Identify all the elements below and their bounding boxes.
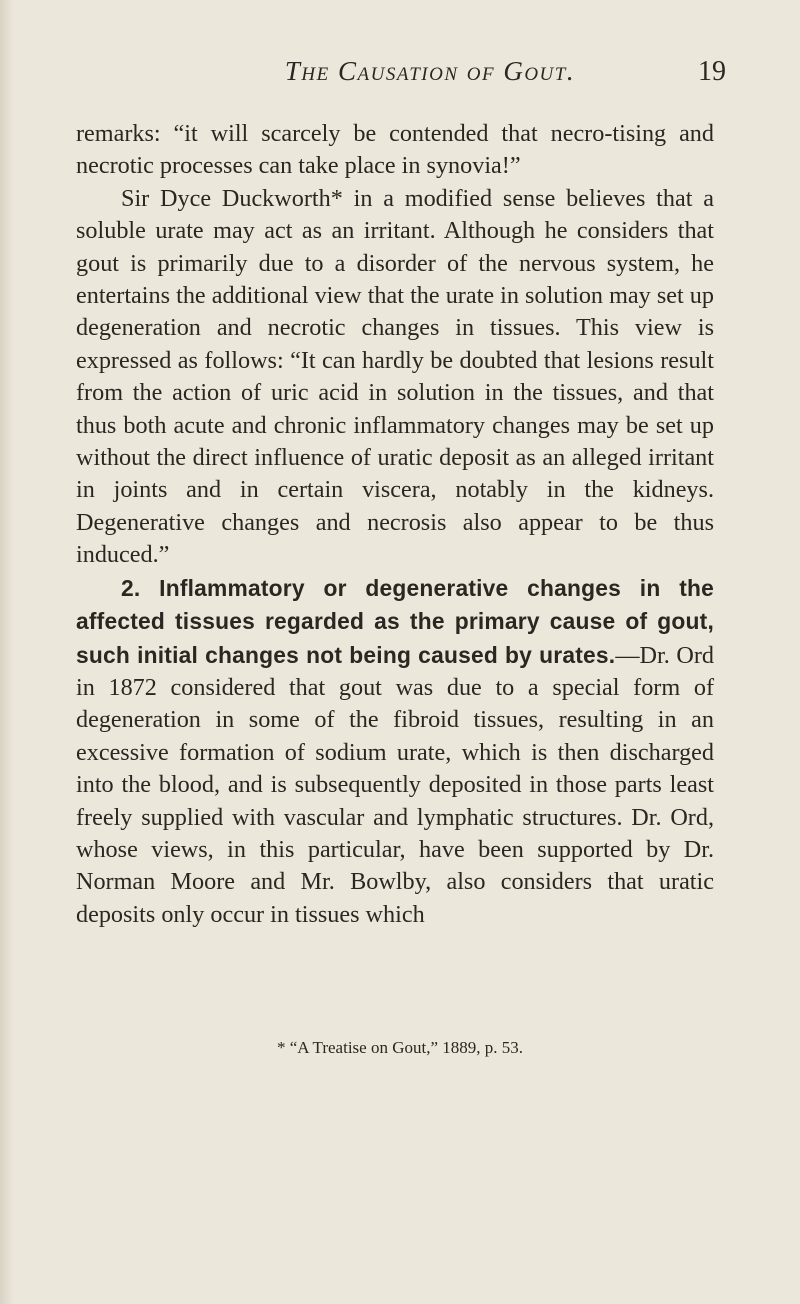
paragraph-3 — [76, 572, 714, 931]
section-text: —Dr. Ord in 1872 considered that gout was due to a special form of degeneration in some of the fibroid tissues, resulting in an excessive formation of sodium urate, which is then discharged into the blood, and is subsequently deposited in those parts least freely supplied with vascular and lymphatic structures. Dr. Ord, whose views, in this particular, have been supported by Dr. Norman Moore and Mr. Bowlby, also considers that uratic deposits only occur in tissues which — [76, 641, 714, 928]
paragraph-2: Sir Dyce Duckworth* in a modified sense believes that a soluble urate may act as an irritant. Although he considers that gout is primarily due to a disorder of the nervous system, he entertains the additional view that the urate in solution may set up degeneration and necrotic changes in tissues. This view is expressed as follows: “It can hardly be doubted that lesions result from the action of uric acid in solution in the tissues, and that thus both acute and chronic inflammatory changes may be set up without the direct influence of uratic deposit as an alleged irritant in joints and in certain viscera, notably in the kidneys. Degenerative changes and necrosis also appear to be thus induced.” — [76, 184, 714, 569]
running-title: The Causation of Gout. — [284, 56, 576, 86]
paragraph-1: remarks: “it will scarcely be contended that necro-tising and necrotic processes can take place in synovia!” — [76, 120, 714, 180]
body-text — [76, 118, 714, 931]
page-number: 19 — [698, 56, 726, 87]
footnote: * “A Treatise on Gout,” 1889, p. 53. — [276, 1038, 524, 1057]
running-head — [0, 56, 800, 96]
section-heading: 2. Inflammatory or degenerative changes in the affected tissues regarded as the primary cause of gout, such initial changes not being caused by urates. — [76, 574, 714, 668]
page-edge — [0, 0, 14, 1304]
